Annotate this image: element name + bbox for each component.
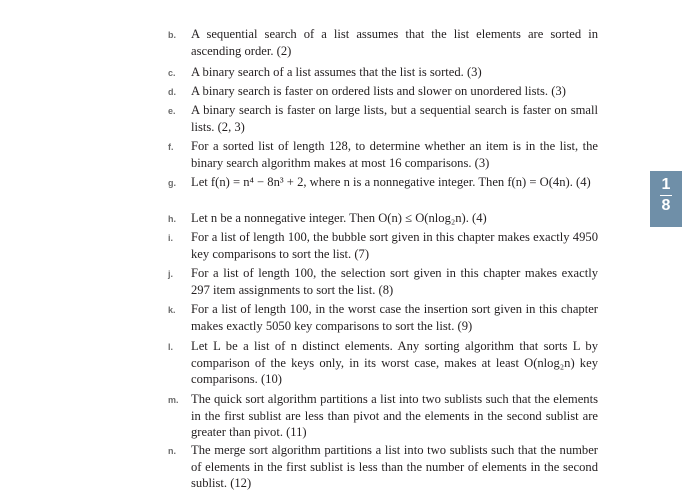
item-text: The merge sort algorithm partitions a list into two sublists such that the number of elements in the first sublist is less than the number of elements in the second sublist. (12) [191, 443, 598, 490]
item-letter: j. [168, 269, 174, 279]
item-text: A binary search is faster on large lists, but a sequential search is faster on small lists. (2, 3) [191, 103, 598, 134]
list-item [168, 174, 598, 191]
item-letter: b. [168, 30, 176, 40]
list-item [168, 138, 598, 171]
item-letter: i. [168, 233, 174, 243]
item-text: Let f(n) = n⁴ − 8n³ + 2, where n is a nonnegative integer. Then f(n) = O(4n). (4) [191, 175, 591, 189]
chapter-digit-top: 1 [661, 176, 671, 193]
item-letter: e. [168, 106, 176, 116]
item-text: For a sorted list of length 128, to determine whether an item is in the list, the binary search algorithm makes at most 16 comparisons. (3) [191, 139, 598, 170]
list-item [168, 26, 598, 59]
chapter-number-tab [650, 171, 682, 227]
list-item [168, 301, 598, 334]
item-letter: c. [168, 68, 176, 78]
item-letter: l. [168, 342, 174, 352]
list-item [168, 64, 598, 81]
item-text: For a list of length 100, the bubble sort given in this chapter makes exactly 4950 key comparisons to sort the list. (7) [191, 230, 598, 261]
list-item [168, 391, 598, 441]
item-text: A sequential search of a list assumes that the list elements are sorted in ascending order. (2) [191, 27, 598, 58]
list-item [168, 83, 598, 100]
item-text: For a list of length 100, the selection sort given in this chapter makes exactly 297 item assignments to sort the list. (8) [191, 266, 598, 297]
item-letter: f. [168, 142, 174, 152]
item-letter: n. [168, 446, 176, 456]
item-text: Let n be a nonnegative integer. Then O(n) ≤ O(nlog₂n). (4) [191, 211, 487, 225]
list-item [168, 229, 598, 262]
list-item [168, 338, 598, 388]
item-text: Let L be a list of n distinct elements. Any sorting algorithm that sorts L by comparison of the keys only, in its worst case, makes at least O(nlog₂n) key comparisons. (10) [191, 339, 598, 386]
item-text: A binary search of a list assumes that the list is sorted. (3) [191, 65, 482, 79]
item-letter: k. [168, 305, 176, 315]
list-item [168, 102, 598, 135]
item-text: For a list of length 100, in the worst case the insertion sort given in this chapter makes exactly 5050 key comparisons to sort the list. (9) [191, 302, 598, 333]
item-letter: h. [168, 214, 176, 224]
chapter-digit-bottom: 8 [661, 197, 671, 214]
item-letter: d. [168, 87, 176, 97]
item-text: A binary search is faster on ordered lists and slower on unordered lists. (3) [191, 84, 566, 98]
chapter-divider [660, 195, 672, 196]
item-text: The quick sort algorithm partitions a list into two sublists such that the elements in the first sublist are less than pivot and the elements in the second sublist are greater than pivot. (11) [191, 392, 598, 439]
list-item [168, 210, 598, 227]
list-item [168, 265, 598, 298]
item-letter: g. [168, 178, 176, 188]
item-letter: m. [168, 395, 179, 405]
list-item [168, 442, 598, 492]
